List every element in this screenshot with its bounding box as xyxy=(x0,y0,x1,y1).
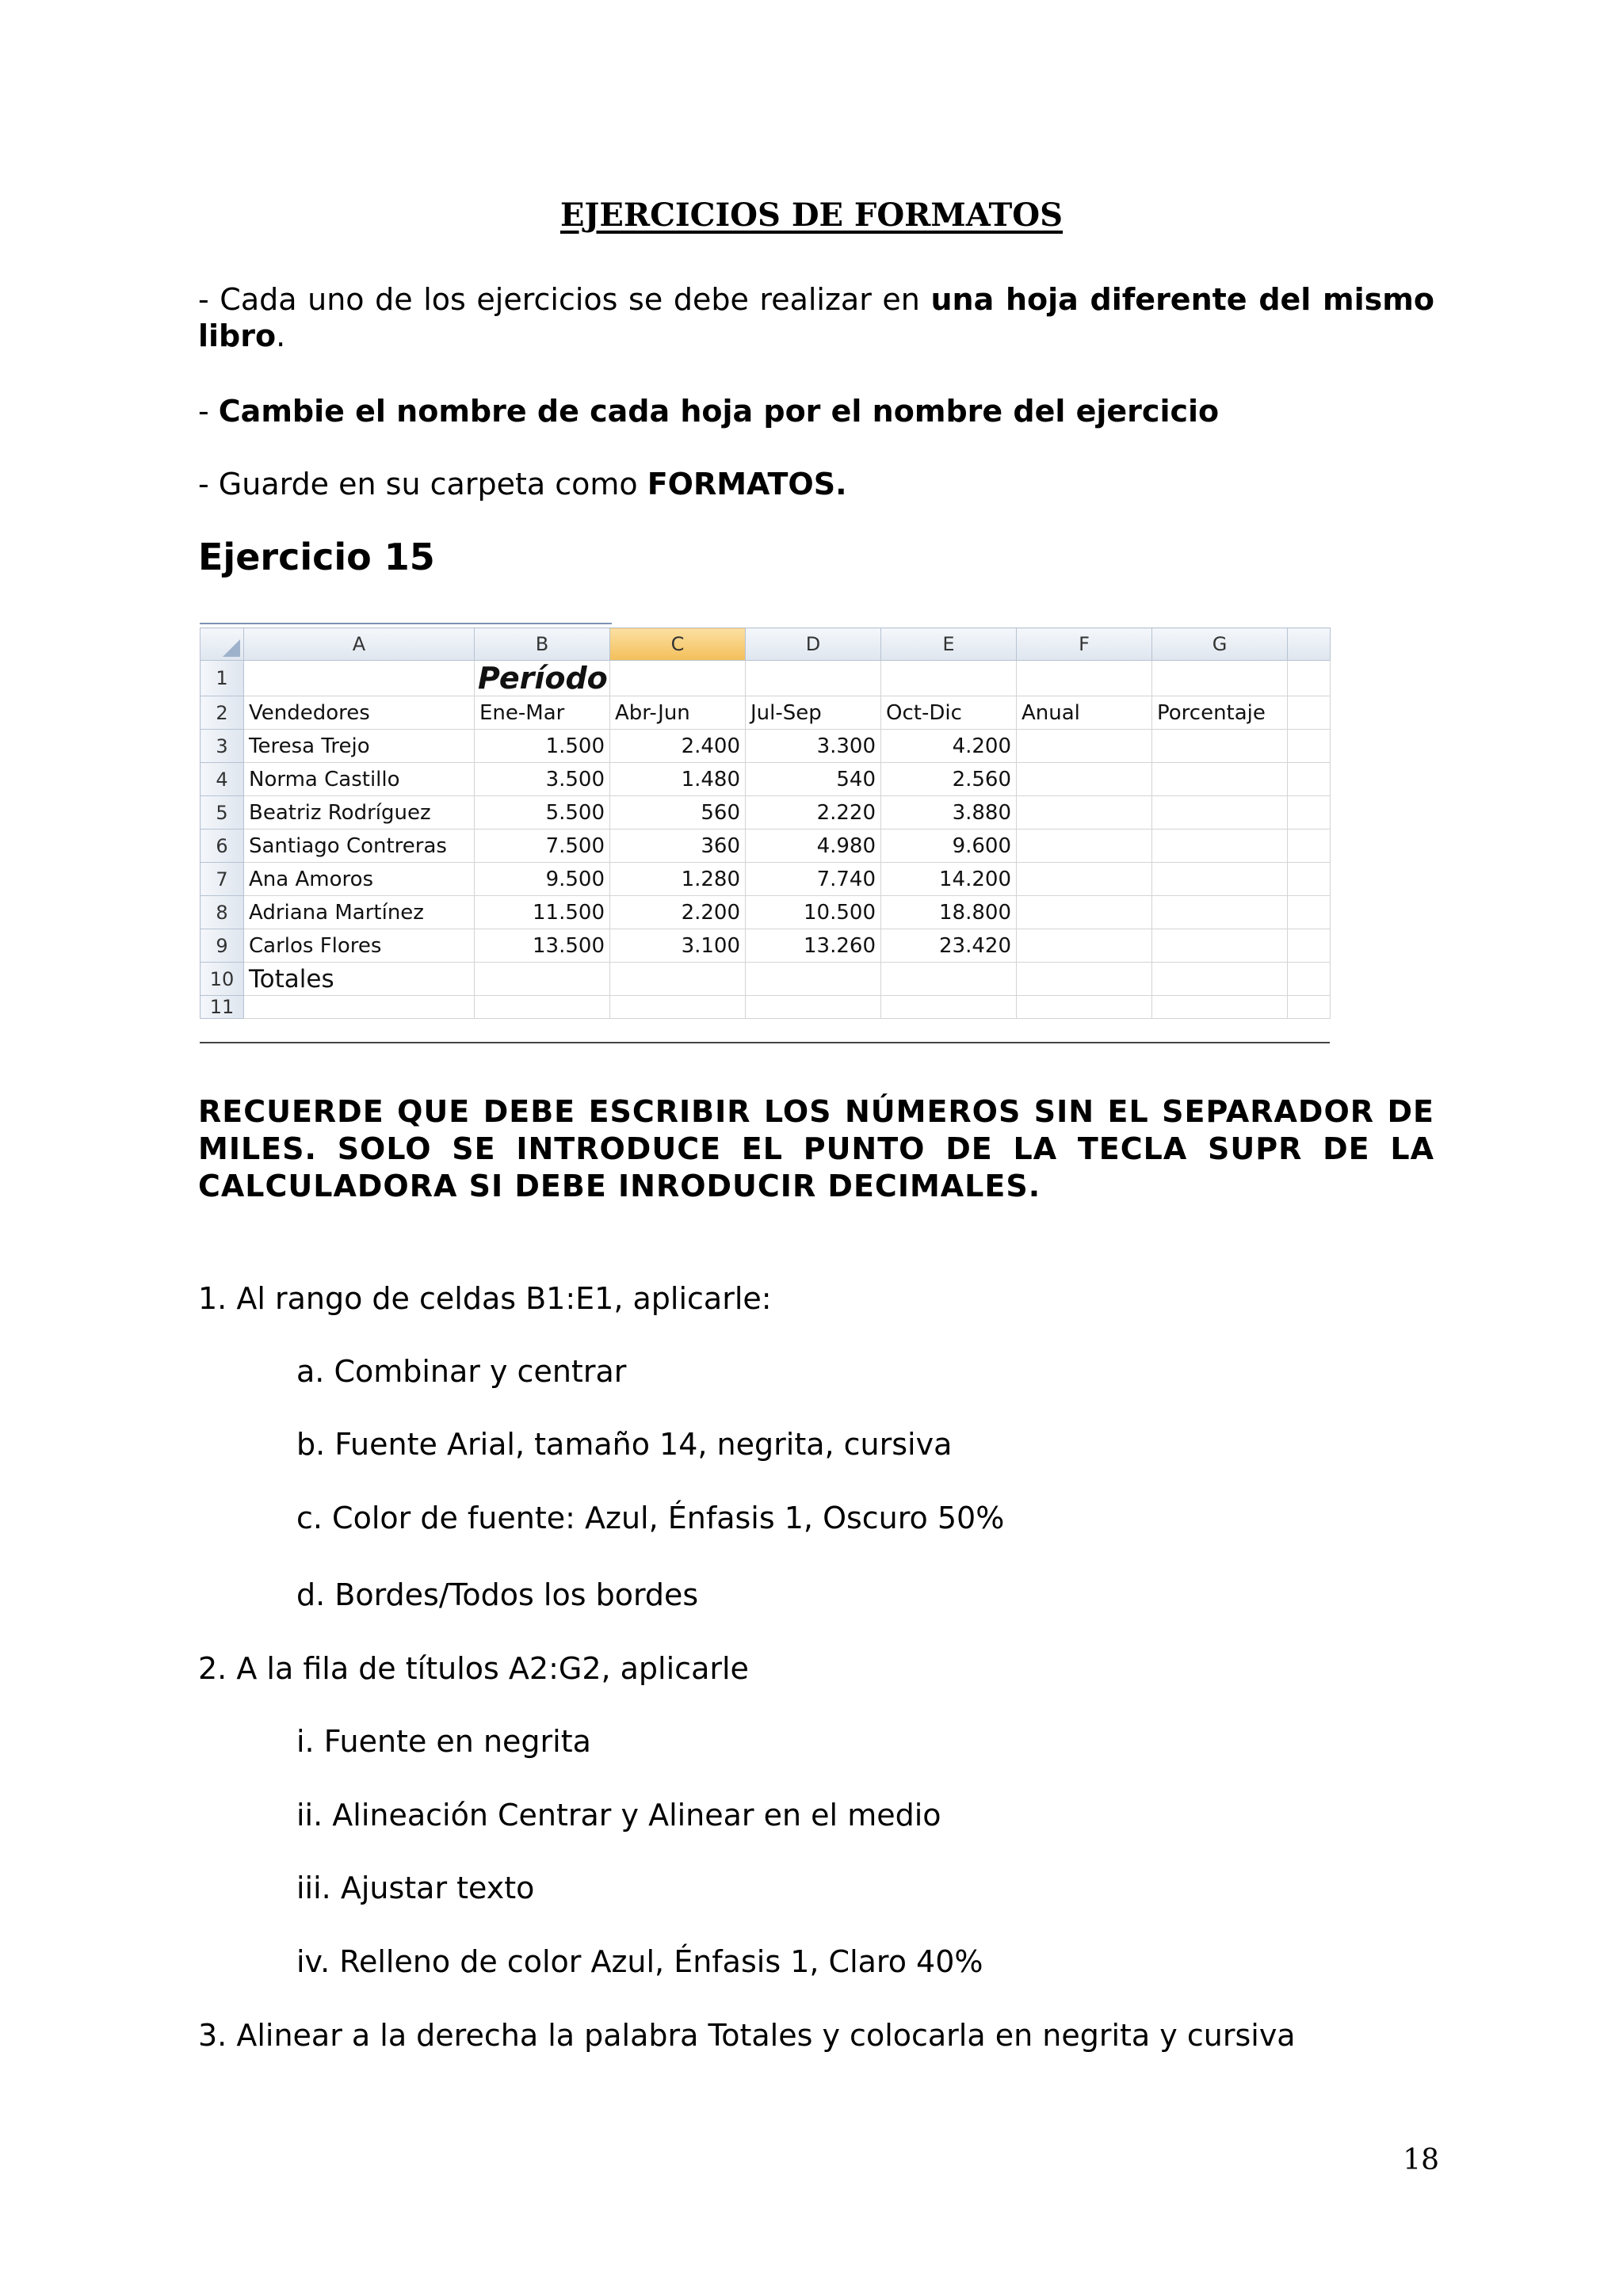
name-cell: Teresa Trejo xyxy=(244,730,475,763)
header-cell: Anual xyxy=(1017,696,1152,730)
sheet-row xyxy=(200,730,1331,763)
name-cell: Beatriz Rodríguez xyxy=(244,796,475,830)
cell xyxy=(746,661,881,696)
cell xyxy=(1152,929,1288,963)
cell xyxy=(1017,896,1152,929)
name-cell: Ana Amoros xyxy=(244,863,475,896)
header-cell: Oct-Dic xyxy=(881,696,1017,730)
cell xyxy=(1152,863,1288,896)
value-cell: 3.300 xyxy=(746,730,881,763)
value-cell: 14.200 xyxy=(881,863,1017,896)
cell xyxy=(1288,929,1331,963)
value-cell: 3.500 xyxy=(475,763,610,796)
sheet-row xyxy=(200,763,1331,796)
row-header: 11 xyxy=(200,996,244,1019)
value-cell: 7.500 xyxy=(475,830,610,863)
value-cell: 9.500 xyxy=(475,863,610,896)
value-cell: 13.260 xyxy=(746,929,881,963)
period-cell: Período xyxy=(475,661,610,696)
value-cell: 10.500 xyxy=(746,896,881,929)
sheet-row xyxy=(200,661,1331,696)
instruction-1a: a. Combinar y centrar xyxy=(296,1354,627,1389)
cell xyxy=(1152,796,1288,830)
value-cell: 5.500 xyxy=(475,796,610,830)
cell xyxy=(1017,863,1152,896)
instruction-3: 3. Alinear a la derecha la palabra Totales y colocarla en negrita y cursiva xyxy=(198,2018,1296,2053)
cell xyxy=(1152,963,1288,996)
cell xyxy=(1288,696,1331,730)
row-header: 7 xyxy=(200,863,244,896)
value-cell: 360 xyxy=(610,830,746,863)
header-cell: Porcentaje xyxy=(1152,696,1288,730)
cell xyxy=(881,996,1017,1019)
cell xyxy=(1017,996,1152,1019)
cell xyxy=(1152,763,1288,796)
cell xyxy=(1017,661,1152,696)
intro-paragraph-3: - Guarde en su carpeta como FORMATOS. xyxy=(198,467,847,502)
cell xyxy=(746,996,881,1019)
header-cell: Vendedores xyxy=(244,696,475,730)
sheet-row xyxy=(200,696,1331,730)
header-cell: Jul-Sep xyxy=(746,696,881,730)
instruction-2i: i. Fuente en negrita xyxy=(296,1724,591,1759)
value-cell: 23.420 xyxy=(881,929,1017,963)
row-header: 8 xyxy=(200,896,244,929)
cell xyxy=(1152,996,1288,1019)
value-cell: 9.600 xyxy=(881,830,1017,863)
intro-paragraph-2: - Cambie el nombre de cada hoja por el nombre del ejercicio xyxy=(198,394,1220,429)
spreadsheet-grid xyxy=(200,627,1331,1019)
cell xyxy=(1288,996,1331,1019)
column-header-row xyxy=(200,628,1331,661)
instruction-1b: b. Fuente Arial, tamaño 14, negrita, cursiva xyxy=(296,1427,953,1462)
notice-paragraph: RECUERDE QUE DEBE ESCRIBIR LOS NÚMEROS SIN EL SEPARADOR DE MILES. SOLO SE INTRODUCE EL PUNTO DE LA TECLA SUPR DE LA CALCULADORA SI DEBE INRODUCIR DECIMALES. xyxy=(198,1094,1434,1203)
sheet-row xyxy=(200,963,1331,996)
cell xyxy=(1017,730,1152,763)
header-cell: Abr-Jun xyxy=(610,696,746,730)
cell xyxy=(1288,963,1331,996)
instruction-2iv: iv. Relleno de color Azul, Énfasis 1, Claro 40% xyxy=(296,1944,983,1979)
cell xyxy=(1017,830,1152,863)
row-header: 6 xyxy=(200,830,244,863)
row-header: 9 xyxy=(200,929,244,963)
cell xyxy=(1152,830,1288,863)
cell xyxy=(881,963,1017,996)
column-header-empty xyxy=(1288,628,1331,661)
name-cell: Carlos Flores xyxy=(244,929,475,963)
value-cell: 3.880 xyxy=(881,796,1017,830)
cell xyxy=(1152,896,1288,929)
row-header: 5 xyxy=(200,796,244,830)
value-cell: 18.800 xyxy=(881,896,1017,929)
column-header: A xyxy=(244,628,475,661)
sheet-row xyxy=(200,796,1331,830)
cell xyxy=(1288,830,1331,863)
value-cell: 1.480 xyxy=(610,763,746,796)
instruction-1d: d. Bordes/Todos los bordes xyxy=(296,1577,699,1612)
exercise-title: Ejercicio 15 xyxy=(198,536,435,578)
value-cell: 560 xyxy=(610,796,746,830)
cell xyxy=(610,963,746,996)
column-header: G xyxy=(1152,628,1288,661)
value-cell: 4.980 xyxy=(746,830,881,863)
cell xyxy=(475,963,610,996)
instruction-2ii: ii. Alineación Centrar y Alinear en el medio xyxy=(296,1798,941,1833)
cell xyxy=(610,996,746,1019)
instruction-1: 1. Al rango de celdas B1:E1, aplicarle: xyxy=(198,1281,772,1316)
sheet-row xyxy=(200,996,1331,1019)
column-header-selected: C xyxy=(610,628,746,661)
cell xyxy=(244,996,475,1019)
row-header: 10 xyxy=(200,963,244,996)
cell xyxy=(1288,863,1331,896)
row-header: 1 xyxy=(200,661,244,696)
page-number: 18 xyxy=(1403,2144,1439,2176)
row-header: 3 xyxy=(200,730,244,763)
header-cell: Ene-Mar xyxy=(475,696,610,730)
cell xyxy=(1288,763,1331,796)
cell xyxy=(1152,661,1288,696)
cell xyxy=(1288,661,1331,696)
column-header: F xyxy=(1017,628,1152,661)
cell xyxy=(1017,763,1152,796)
spreadsheet-image xyxy=(200,627,1330,1043)
cell xyxy=(475,996,610,1019)
totals-cell: Totales xyxy=(244,963,475,996)
cell xyxy=(1017,963,1152,996)
value-cell: 13.500 xyxy=(475,929,610,963)
cell xyxy=(610,661,746,696)
sheet-row xyxy=(200,863,1331,896)
cell xyxy=(1288,896,1331,929)
select-all-corner xyxy=(200,628,244,661)
cell xyxy=(1152,730,1288,763)
row-header: 2 xyxy=(200,696,244,730)
value-cell: 3.100 xyxy=(610,929,746,963)
value-cell: 540 xyxy=(746,763,881,796)
intro-paragraph-1: - Cada uno de los ejercicios se debe realizar en una hoja diferente del mismo libro. xyxy=(198,282,1434,353)
sheet-row xyxy=(200,830,1331,863)
column-header: D xyxy=(746,628,881,661)
column-header: B xyxy=(475,628,610,661)
name-cell: Norma Castillo xyxy=(244,763,475,796)
instruction-2iii: iii. Ajustar texto xyxy=(296,1871,535,1905)
cell xyxy=(1017,796,1152,830)
sheet-row xyxy=(200,896,1331,929)
value-cell: 2.560 xyxy=(881,763,1017,796)
instruction-2: 2. A la fila de títulos A2:G2, aplicarle xyxy=(198,1651,749,1686)
value-cell: 11.500 xyxy=(475,896,610,929)
name-cell: Adriana Martínez xyxy=(244,896,475,929)
cell xyxy=(1017,929,1152,963)
value-cell: 7.740 xyxy=(746,863,881,896)
value-cell: 1.500 xyxy=(475,730,610,763)
instruction-1c: c. Color de fuente: Azul, Énfasis 1, Oscuro 50% xyxy=(296,1501,1005,1535)
cell xyxy=(244,661,475,696)
sheet-top-line xyxy=(200,623,612,624)
column-header: E xyxy=(881,628,1017,661)
value-cell: 1.280 xyxy=(610,863,746,896)
value-cell: 2.220 xyxy=(746,796,881,830)
value-cell: 4.200 xyxy=(881,730,1017,763)
cell xyxy=(1288,730,1331,763)
value-cell: 2.400 xyxy=(610,730,746,763)
cell xyxy=(746,963,881,996)
name-cell: Santiago Contreras xyxy=(244,830,475,863)
row-header: 4 xyxy=(200,763,244,796)
document-heading: EJERCICIOS DE FORMATOS xyxy=(559,196,1064,234)
cell xyxy=(881,661,1017,696)
value-cell: 2.200 xyxy=(610,896,746,929)
sheet-row xyxy=(200,929,1331,963)
cell xyxy=(1288,796,1331,830)
